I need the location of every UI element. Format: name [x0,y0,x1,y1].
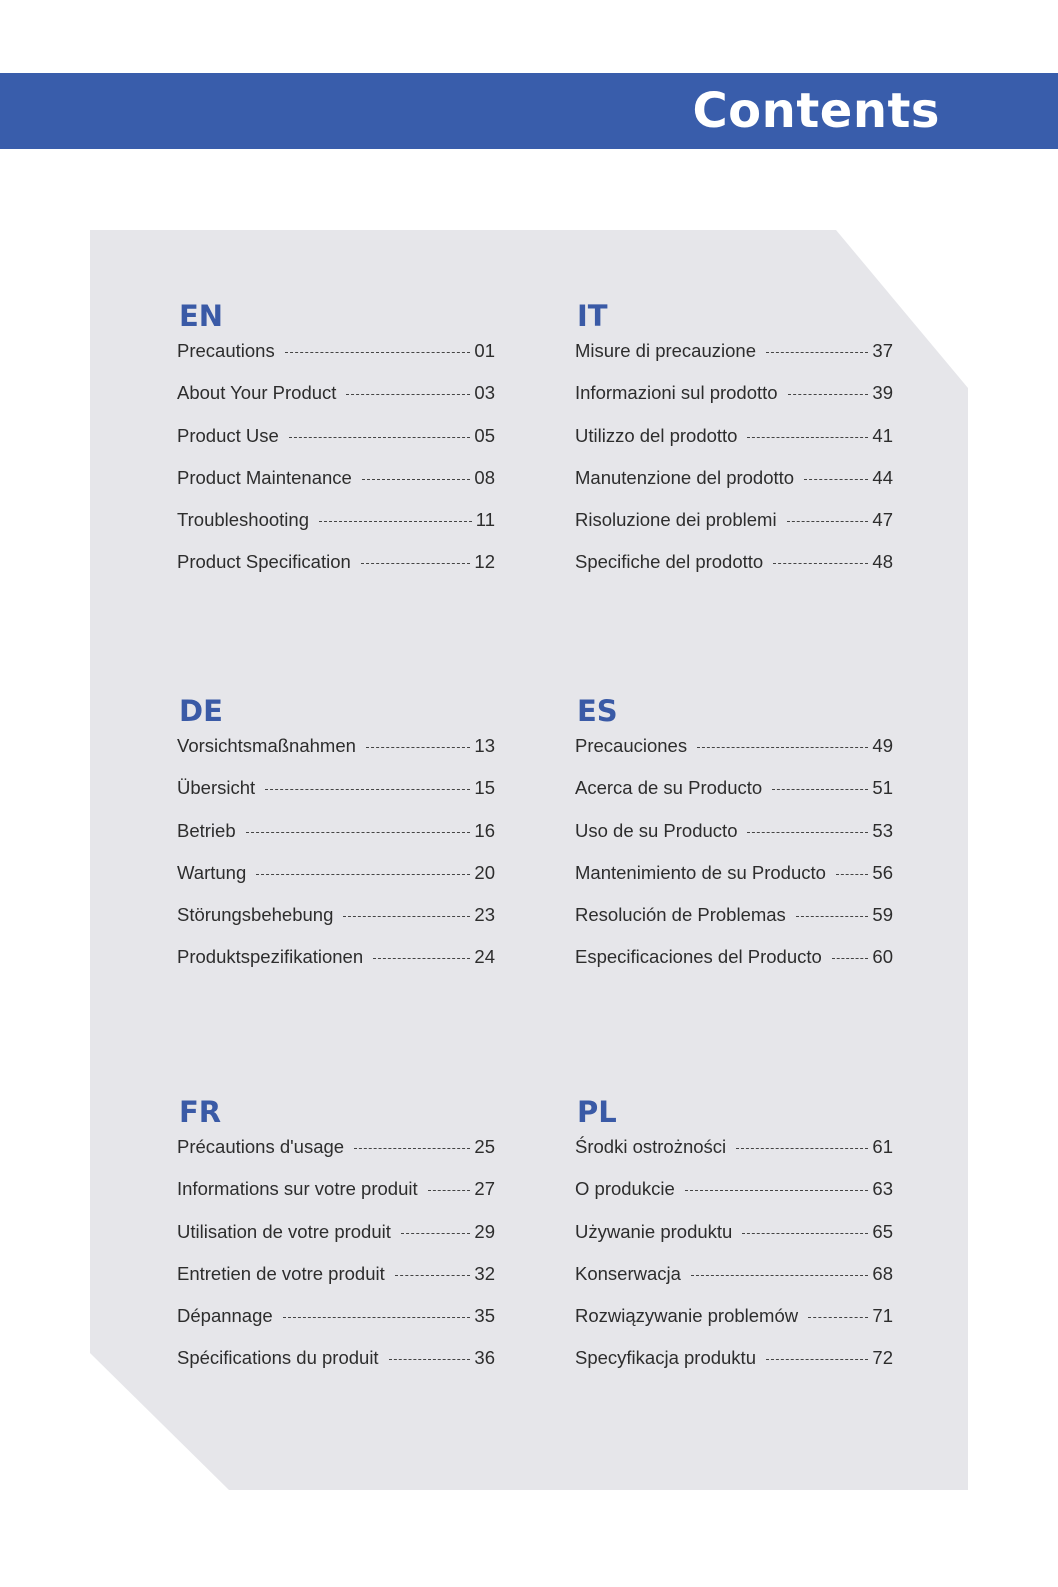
toc-entry[interactable] [177,467,495,509]
entry-title: O produkcie [575,1178,675,1200]
entry-page: 39 [872,382,893,404]
toc-entry[interactable] [177,340,495,382]
dot-leader [697,747,868,748]
entry-page: 12 [474,551,495,573]
entry-page: 37 [872,340,893,361]
toc-entry[interactable] [575,904,893,946]
entry-title: Spécifications du produit [177,1347,379,1369]
entry-title: Product Maintenance [177,466,352,488]
toc-entry[interactable] [177,904,495,946]
entry-page: 24 [474,946,495,968]
dot-leader [766,1359,868,1360]
section-heading: DE [179,694,223,728]
section-heading: IT [577,299,608,333]
toc-entry[interactable] [575,1305,893,1347]
entry-title: Używanie produktu [575,1220,733,1242]
page-title: Contents [692,83,940,139]
entry-title: Uso de su Producto [575,819,738,841]
dot-leader [289,437,471,438]
entry-title: Utilizzo del prodotto [575,424,738,446]
entry-page: 53 [872,819,893,841]
dot-leader [285,352,471,353]
toc-entry[interactable] [177,382,495,424]
entry-page: 13 [474,735,495,756]
entry-page: 16 [474,819,495,841]
toc-entry[interactable] [177,1221,495,1263]
toc-entry[interactable] [575,1136,893,1178]
dot-leader [366,747,471,748]
toc-entry[interactable] [575,820,893,862]
entry-page: 27 [474,1178,495,1200]
entry-title: Misure di precauzione [575,340,756,361]
toc-entry[interactable] [575,551,893,593]
entry-page: 59 [872,904,893,926]
entry-title: Précautions d'usage [177,1136,345,1157]
entry-page: 15 [474,777,495,799]
section-heading: ES [577,694,618,728]
entry-title: Konserwacja [575,1262,681,1284]
entry-title: Rozwiązywanie problemów [575,1305,799,1327]
section-heading: FR [179,1095,222,1129]
toc-section-pl [575,1092,893,1390]
entry-page: 49 [872,735,893,756]
toc-entry[interactable] [575,735,893,777]
toc-entry[interactable] [575,862,893,904]
dot-leader [373,958,470,959]
dot-leader [766,352,868,353]
entry-page: 56 [872,861,893,883]
dot-leader [736,1148,868,1149]
dot-leader [832,958,869,959]
entry-title: Resolución de Problemas [575,904,786,926]
entry-page: 47 [872,509,893,531]
entry-title: Risoluzione dei problemi [575,509,777,531]
dot-leader [283,1317,471,1318]
entry-page: 41 [872,424,893,446]
toc-entry[interactable] [575,1178,893,1220]
dot-leader [428,1190,471,1191]
toc-entry[interactable] [177,1263,495,1305]
entry-title: Wartung [177,861,247,883]
toc-entry[interactable] [177,777,495,819]
dot-leader [747,832,868,833]
dot-leader [265,789,470,790]
header-band [0,73,1058,149]
dot-leader [691,1275,869,1276]
entry-page: 71 [872,1305,893,1327]
toc-section-it [575,296,893,594]
entry-title: Troubleshooting [177,509,309,531]
entry-title: About Your Product [177,382,337,404]
entry-title: Manutenzione del prodotto [575,466,795,488]
dot-leader [395,1275,471,1276]
entry-page: 23 [474,904,495,926]
entry-title: Übersicht [177,777,256,799]
entry-page: 25 [474,1136,495,1157]
dot-leader [685,1190,869,1191]
dot-leader [796,916,869,917]
dot-leader [256,874,470,875]
dot-leader [361,563,471,564]
dot-leader [808,1317,868,1318]
toc-entry[interactable] [177,509,495,551]
entry-title: Especificaciones del Producto [575,946,822,968]
entry-title: Störungsbehebung [177,904,334,926]
entry-title: Środki ostrożności [575,1136,727,1157]
dot-leader [747,437,868,438]
toc-entry[interactable] [575,340,893,382]
entry-title: Specyfikacja produktu [575,1347,756,1369]
entry-title: Product Specification [177,551,351,573]
dot-leader [787,521,869,522]
entry-page: 08 [474,466,495,488]
dot-leader [788,394,869,395]
entry-page: 72 [872,1347,893,1369]
entry-title: Produktspezifikationen [177,946,364,968]
entry-page: 63 [872,1178,893,1200]
entry-title: Informazioni sul prodotto [575,382,778,404]
entry-title: Acerca de su Producto [575,777,763,799]
toc-entry[interactable] [575,1221,893,1263]
entry-page: 48 [872,551,893,573]
entry-title: Precautions [177,340,275,361]
toc-entry[interactable] [575,1347,893,1389]
entry-title: Precauciones [575,735,688,756]
entry-page: 01 [474,340,495,361]
section-heading: PL [577,1095,617,1129]
toc-entry[interactable] [177,1347,495,1389]
entry-title: Product Use [177,424,279,446]
entry-page: 35 [474,1305,495,1327]
entry-page: 29 [474,1220,495,1242]
entry-title: Entretien de votre produit [177,1262,385,1284]
dot-leader [319,521,472,522]
dot-leader [401,1233,471,1234]
dot-leader [354,1148,470,1149]
toc-entry[interactable] [177,425,495,467]
entry-page: 03 [474,382,495,404]
section-heading: EN [179,299,224,333]
dot-leader [346,394,470,395]
entry-title: Utilisation de votre produit [177,1220,391,1242]
entry-page: 65 [872,1220,893,1242]
entry-page: 68 [872,1262,893,1284]
toc-section-en [177,296,495,594]
entry-page: 51 [872,777,893,799]
toc-section-fr [177,1092,495,1390]
entry-page: 61 [872,1136,893,1157]
dot-leader [343,916,470,917]
entry-title: Betrieb [177,819,236,841]
toc-entry[interactable] [575,777,893,819]
toc-entry[interactable] [177,820,495,862]
toc-entry[interactable] [575,467,893,509]
dot-leader [804,479,868,480]
dot-leader [389,1359,471,1360]
entry-page: 36 [474,1347,495,1369]
toc-entry[interactable] [177,862,495,904]
toc-section-es [575,691,893,989]
toc-entry[interactable] [177,735,495,777]
dot-leader [246,832,471,833]
entry-page: 05 [474,424,495,446]
toc-entry[interactable] [177,1305,495,1347]
entry-title: Mantenimiento de su Producto [575,861,826,883]
toc-entry[interactable] [177,551,495,593]
toc-entry[interactable] [575,425,893,467]
toc-entry[interactable] [177,1178,495,1220]
dot-leader [362,479,471,480]
dot-leader [836,874,868,875]
toc-section-de [177,691,495,989]
dot-leader [742,1233,868,1234]
entry-title: Vorsichtsmaßnahmen [177,735,356,756]
entry-page: 60 [872,946,893,968]
entry-page: 20 [474,861,495,883]
dot-leader [773,563,868,564]
toc-entry[interactable] [575,946,893,988]
entry-title: Dépannage [177,1305,273,1327]
dot-leader [772,789,868,790]
toc-entry[interactable] [177,1136,495,1178]
entry-page: 11 [475,509,495,531]
entry-title: Specifiche del prodotto [575,551,764,573]
entry-page: 32 [474,1262,495,1284]
entry-title: Informations sur votre produit [177,1178,418,1200]
toc-entry[interactable] [575,509,893,551]
toc-entry[interactable] [177,946,495,988]
entry-page: 44 [872,466,893,488]
toc-entry[interactable] [575,1263,893,1305]
toc-entry[interactable] [575,382,893,424]
